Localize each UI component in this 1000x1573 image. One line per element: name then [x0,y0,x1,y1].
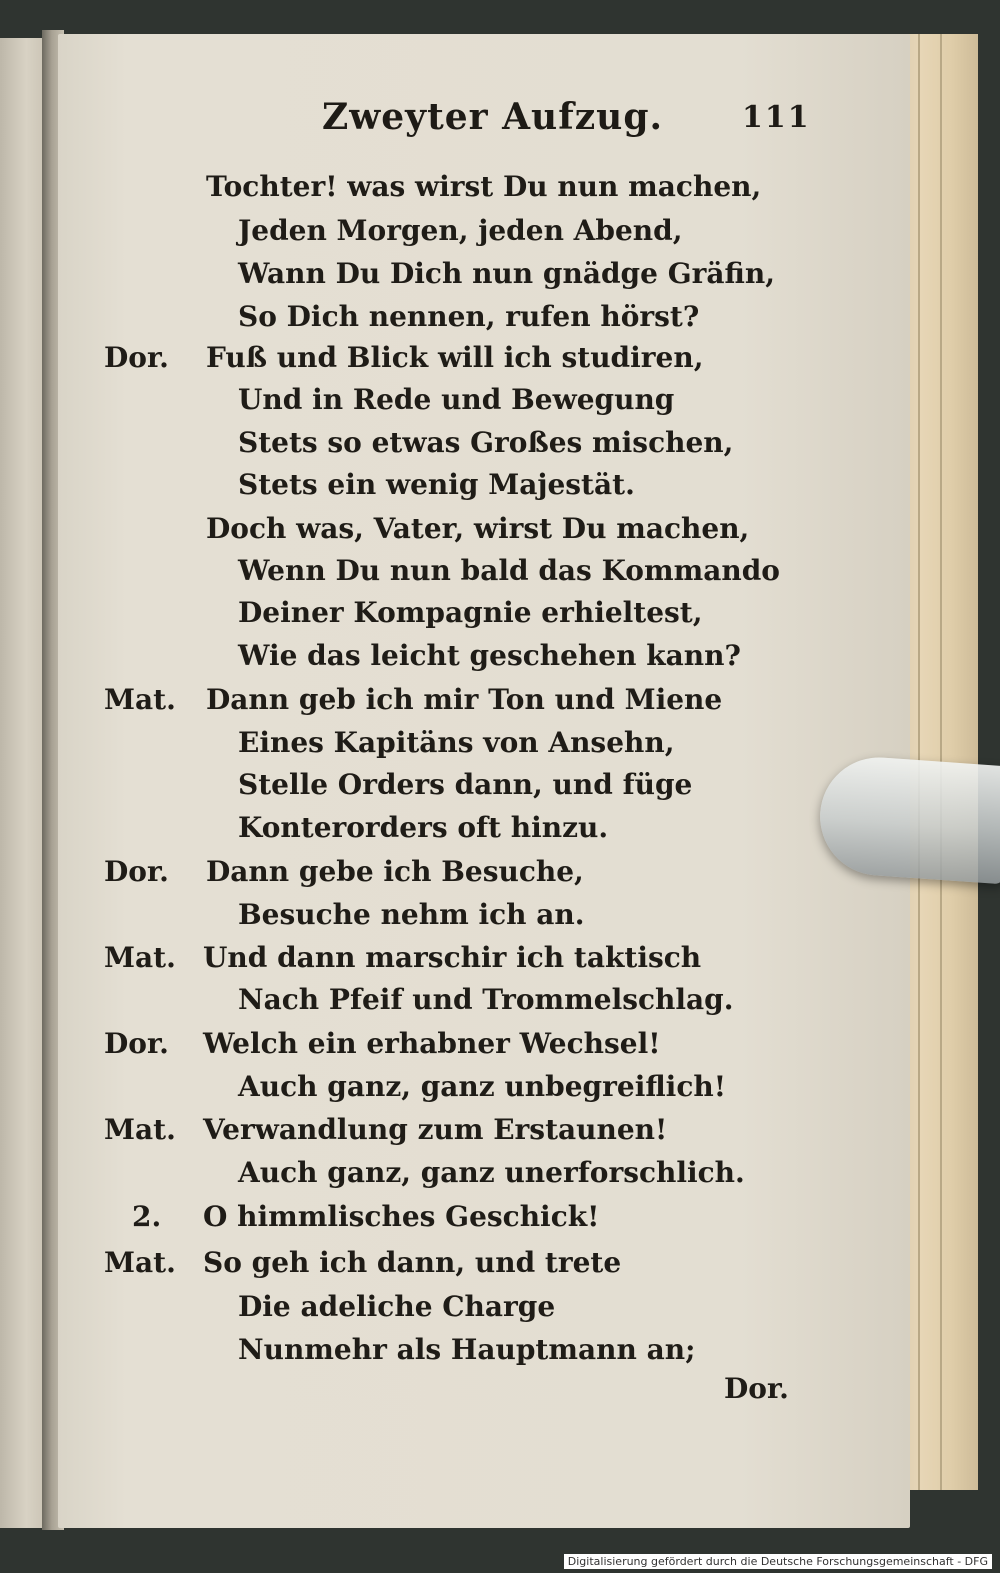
verse-line: Welch ein erhabner Wechsel! [203,1027,661,1060]
verse-line: Nunmehr als Hauptmann an; [238,1333,696,1366]
verse-line: Wenn Du nun bald das Kommando [238,554,780,587]
verse-line: So Dich nennen, rufen hörst? [238,300,700,333]
verse-line: Konterorders oft hinzu. [238,811,609,844]
verse-line: Wann Du Dich nun gnädge Gräfin, [238,257,775,290]
verse-line: Verwandlung zum Erstaunen! [203,1113,668,1146]
verse-line: Stelle Orders dann, und füge [238,768,693,801]
page-number: 111 [742,100,811,135]
verse-line: Stets ein wenig Majestät. [238,468,635,501]
speaker-label: 2. [132,1200,162,1233]
verse-line: Deiner Kompagnie erhieltest, [238,596,703,629]
speaker-label: Mat. [104,683,176,716]
speaker-label: Dor. [104,1027,169,1060]
speaker-label: Mat. [104,1113,176,1146]
verse-line: Auch ganz, ganz unerforschlich. [238,1156,745,1189]
verse-line: Wie das leicht geschehen kann? [238,639,741,672]
verse-line: Besuche nehm ich an. [238,898,585,931]
verse-line: Eines Kapitäns von Ansehn, [238,726,675,759]
verse-line: Auch ganz, ganz unbegreiflich! [238,1070,727,1103]
verse-line: Dann geb ich mir Ton und Miene [206,683,723,716]
verse-line: So geh ich dann, und trete [203,1246,622,1279]
speaker-label: Dor. [104,855,169,888]
speaker-label: Mat. [104,941,176,974]
verse-line: Jeden Morgen, jeden Abend, [238,214,683,247]
verse-line: Nach Pfeif und Trommelschlag. [238,983,734,1016]
verse-line: O himmlisches Geschick! [203,1200,600,1233]
funding-footer: Digitalisierung gefördert durch die Deutsche Forschungsgemeinschaft - DFG [564,1554,992,1569]
verse-line: Und dann marschir ich taktisch [203,941,702,974]
verse-line: Tochter! was wirst Du nun machen, [206,170,762,203]
speaker-label: Mat. [104,1246,176,1279]
running-header: Zweyter Aufzug. [322,96,664,138]
speaker-label: Dor. [104,341,169,374]
verse-line: Dann gebe ich Besuche, [206,855,584,888]
left-page-edge [0,38,48,1528]
verse-line: Doch was, Vater, wirst Du machen, [206,512,750,545]
verse-line: Und in Rede und Bewegung [238,383,675,416]
verse-line: Stets so etwas Großes mischen, [238,426,734,459]
catchword: Dor. [724,1372,789,1405]
verse-line: Fuß und Blick will ich studiren, [206,341,704,374]
verse-line: Die adeliche Charge [238,1290,556,1323]
